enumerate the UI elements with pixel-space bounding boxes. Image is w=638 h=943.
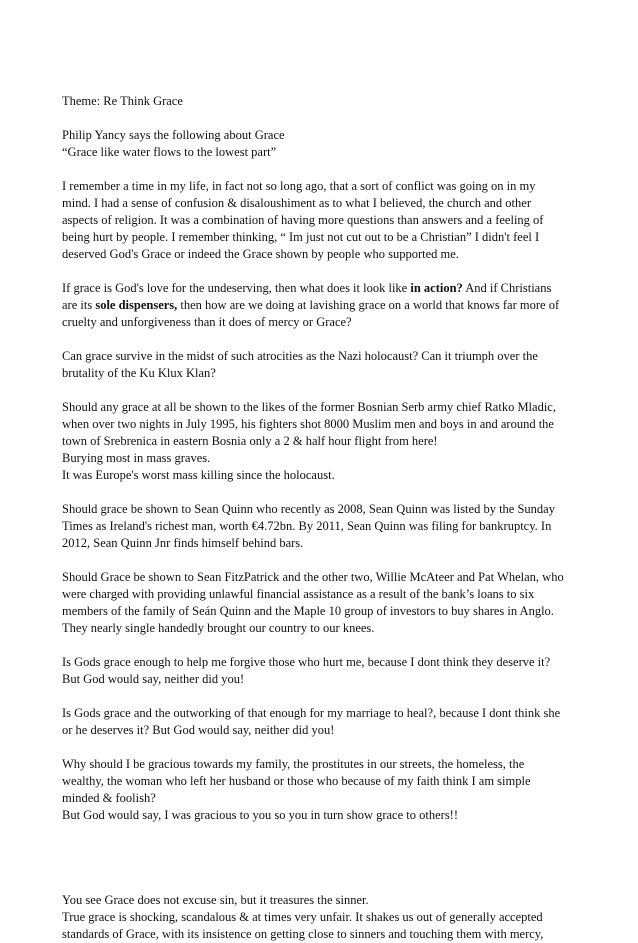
yancy-intro-line: Philip Yancy says the following about Grace bbox=[62, 128, 285, 142]
text-line: minded & foolish? bbox=[62, 791, 156, 805]
text-line: members of the family of Seán Quinn and the Maple 10 group of investors to buy shares in Anglo. bbox=[62, 604, 554, 618]
text-line: were charged with providing unlawful financial assistance as a result of the bank’s loans to six bbox=[62, 587, 535, 601]
text-segment: are its bbox=[62, 298, 96, 312]
text-line: Is Gods grace enough to help me forgive those who hurt me, because I dont think they deserve it? bbox=[62, 655, 551, 669]
text-line: deserved God's Grace or indeed the Grace shown by people who supported me. bbox=[62, 247, 459, 261]
bold-sole-dispensers: sole dispensers, bbox=[95, 298, 178, 312]
bold-in-action: in action? bbox=[410, 281, 463, 295]
text-line: town of Srebrenica in eastern Bosnia only a 2 & half hour flight from here! bbox=[62, 434, 438, 448]
text-line: brutality of the Ku Klux Klan? bbox=[62, 366, 216, 380]
forgive-paragraph bbox=[62, 654, 598, 688]
text-line: It was Europe's worst mass killing since the holocaust. bbox=[62, 468, 335, 482]
gracious-paragraph bbox=[62, 756, 598, 824]
text-line: They nearly single handedly brought our country to our knees. bbox=[62, 621, 375, 635]
text-line: mind. I had a sense of confusion & disaloushiment as to what I believed, the church and other bbox=[62, 196, 531, 210]
text-line: But God would say, neither did you! bbox=[62, 672, 245, 686]
text-line bbox=[62, 280, 598, 297]
text-segment: then how are we doing at lavishing grace on a world that knows far more of bbox=[177, 298, 560, 312]
text-line: cruelty and unforgiveness than it does of mercy or Grace? bbox=[62, 315, 352, 329]
yancy-quote-paragraph bbox=[62, 127, 598, 161]
text-line: Should Grace be shown to Sean FitzPatrick and the other two, Willie McAteer and Pat Whelan, who bbox=[62, 570, 564, 584]
text-line: True grace is shocking, scandalous & at times very unfair. It shakes us out of generally accepted bbox=[62, 910, 543, 924]
mladic-paragraph bbox=[62, 399, 598, 484]
yancy-quote-line: “Grace like water flows to the lowest part” bbox=[62, 145, 277, 159]
text-line: Times as Ireland's richest man, worth €4.72bn. By 2011, Sean Quinn was filing for bankruptcy. In bbox=[62, 519, 552, 533]
text-line: standards of Grace, with its insistence on getting close to sinners and touching them with mercy, bbox=[62, 927, 544, 941]
theme-heading bbox=[62, 93, 598, 110]
if-grace-paragraph bbox=[62, 280, 598, 331]
text-line: I remember a time in my life, in fact not so long ago, that a sort of conflict was going on in my bbox=[62, 179, 536, 193]
excuse-paragraph bbox=[62, 892, 598, 943]
text-line bbox=[62, 297, 598, 314]
text-line: Should any grace at all be shown to the likes of the former Bosnian Serb army chief Ratko Mladic, bbox=[62, 400, 556, 414]
blank-space bbox=[62, 841, 598, 892]
text-line: But God would say, I was gracious to you so you in turn show grace to others!! bbox=[62, 808, 459, 822]
text-line: being hurt by people. I remember thinking, “ Im just not cut out to be a Christian” I didn't feel I bbox=[62, 230, 540, 244]
survive-paragraph bbox=[62, 348, 598, 382]
text-line: aspects of religion. It was a combination of having more questions than answers and a feeling of bbox=[62, 213, 544, 227]
text-line: Burying most in mass graves. bbox=[62, 451, 211, 465]
fitzpatrick-paragraph bbox=[62, 569, 598, 637]
theme-line: Theme: Re Think Grace bbox=[62, 94, 183, 108]
text-line: Should grace be shown to Sean Quinn who recently as 2008, Sean Quinn was listed by the Sunday bbox=[62, 502, 555, 516]
marriage-paragraph bbox=[62, 705, 598, 739]
remember-paragraph bbox=[62, 178, 598, 263]
text-line: 2012, Sean Quinn Jnr finds himself behind bars. bbox=[62, 536, 304, 550]
text-line: or he deserves it? But God would say, neither did you! bbox=[62, 723, 335, 737]
text-line: Why should I be gracious towards my family, the prostitutes in our streets, the homeless, the bbox=[62, 757, 525, 771]
text-segment: And if Christians bbox=[462, 281, 552, 295]
text-line: You see Grace does not excuse sin, but it treasures the sinner. bbox=[62, 893, 369, 907]
text-line: Can grace survive in the midst of such atrocities as the Nazi holocaust? Can it triumph over the bbox=[62, 349, 538, 363]
text-line: Is Gods grace and the outworking of that enough for my marriage to heal?, because I dont think she bbox=[62, 706, 561, 720]
text-segment: If grace is God's love for the undeserving, then what does it look like bbox=[62, 281, 411, 295]
text-line: wealthy, the woman who left her husband or those who because of my faith think I am simple bbox=[62, 774, 531, 788]
text-line: when over two nights in July 1995, his fighters shot 8000 Muslim men and boys in and around the bbox=[62, 417, 554, 431]
quinn-paragraph bbox=[62, 501, 598, 552]
